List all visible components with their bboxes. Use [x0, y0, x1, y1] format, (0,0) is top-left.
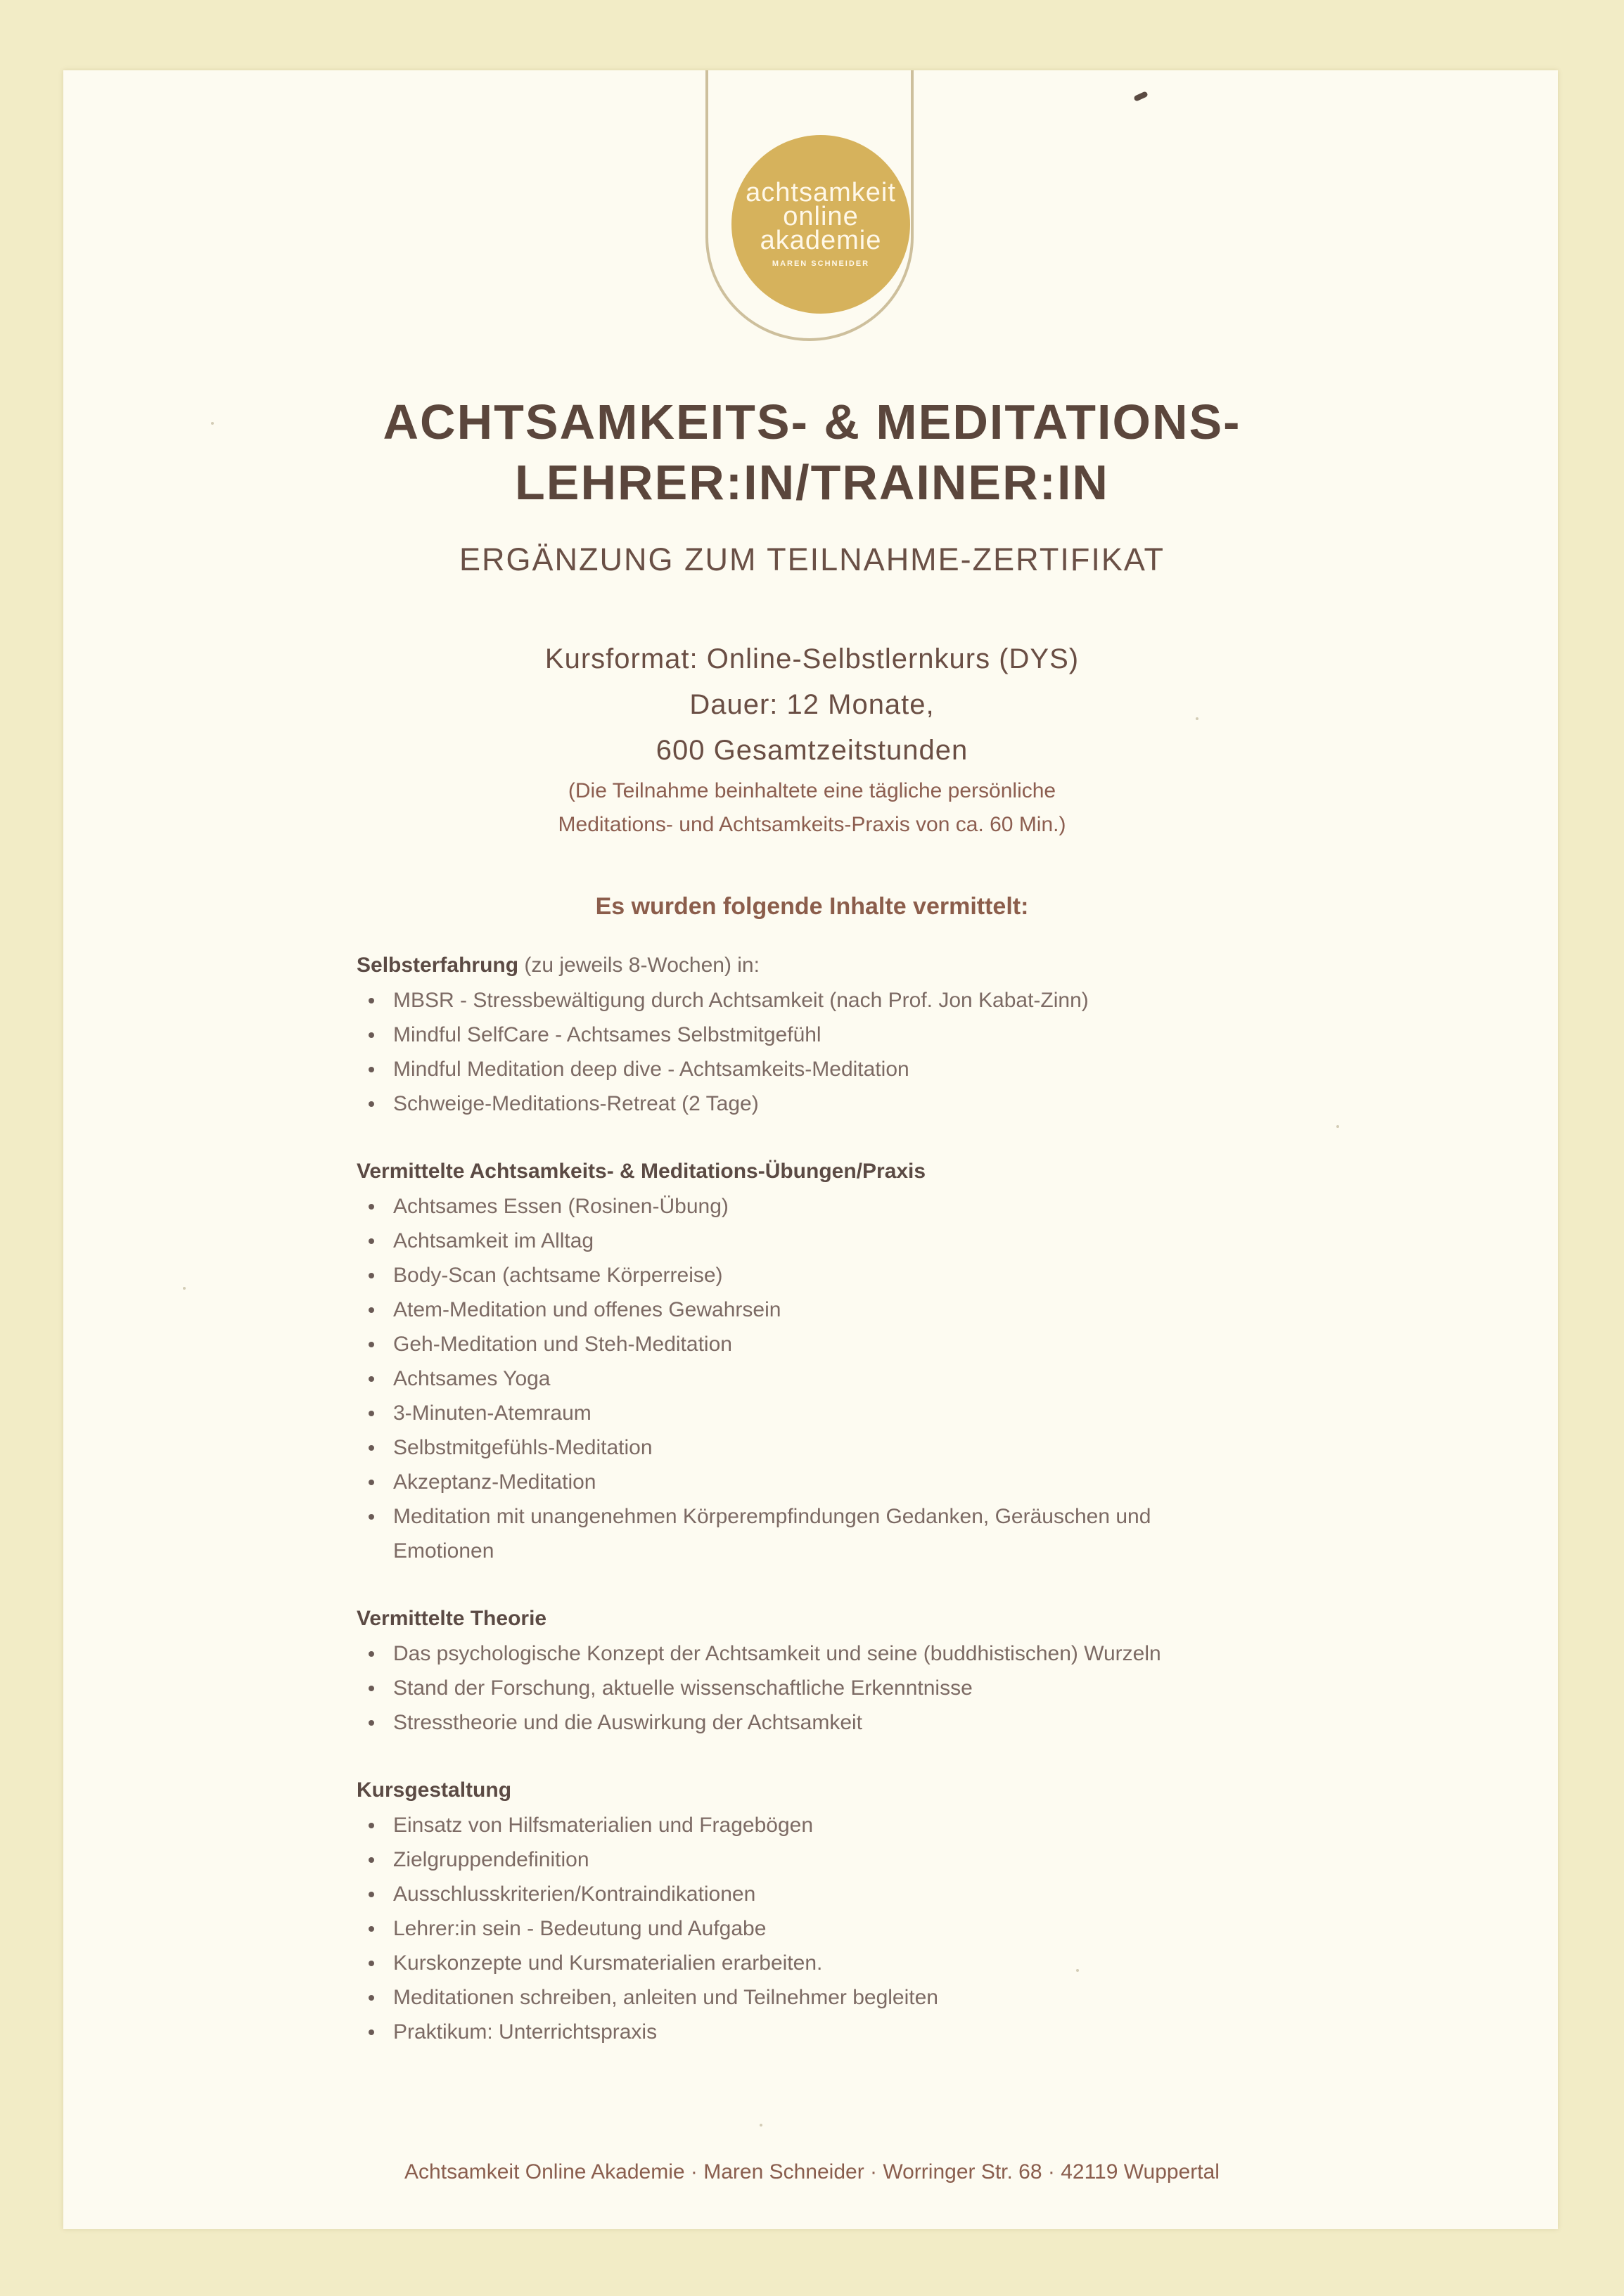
section-kursgestaltung	[357, 1773, 1341, 2049]
bullet-icon	[369, 1307, 374, 1313]
list-item: Geh-Meditation und Steh-Meditation	[357, 1327, 1341, 1361]
paper-speck	[1336, 1125, 1339, 1128]
list-item: Mindful Meditation deep dive - Achtsamkeits-Meditation	[357, 1052, 1341, 1086]
bullet-icon	[369, 1892, 374, 1897]
title-line2: LEHRER:IN/TRAINER:IN	[515, 455, 1109, 510]
bullet-icon	[369, 1032, 374, 1038]
section-heading: Vermittelte Theorie	[357, 1607, 547, 1630]
bullet-icon	[369, 1651, 374, 1657]
section-uebungen	[357, 1154, 1341, 1568]
section-heading: Kursgestaltung	[357, 1778, 512, 1802]
section-heading-suffix: (zu jeweils 8-Wochen) in:	[518, 954, 760, 977]
bullet-icon	[369, 1514, 374, 1520]
list-item: Achtsames Yoga	[357, 1361, 1341, 1396]
list-item: Zielgruppendefinition	[357, 1842, 1341, 1877]
title-line1: ACHTSAMKEITS- & MEDITATIONS-	[383, 395, 1241, 449]
content-intro: Es wurden folgende Inhalte vermittelt:	[595, 893, 1029, 920]
bullet-icon	[369, 1857, 374, 1863]
bullet-icon	[369, 1273, 374, 1278]
list-item: Praktikum: Unterrichtspraxis	[357, 2015, 1341, 2049]
list-item: Meditation mit unangenehmen Körperempfindungen Gedanken, Geräuschen und	[357, 1499, 1341, 1534]
bullet-icon	[369, 1067, 374, 1072]
bullet-icon	[369, 1376, 374, 1382]
bullet-icon	[369, 1238, 374, 1244]
section-selbsterfahrung	[357, 948, 1341, 1121]
list-item: Meditationen schreiben, anleiten und Teilnehmer begleiten	[357, 1980, 1341, 2015]
list-item: Mindful SelfCare - Achtsames Selbstmitgefühl	[357, 1018, 1341, 1052]
bullet-icon	[369, 1995, 374, 2001]
bullet-icon	[369, 1961, 374, 1966]
logo-subline: MAREN SCHNEIDER	[772, 259, 870, 268]
list-item: Akzeptanz-Meditation	[357, 1465, 1341, 1499]
bullet-icon	[369, 1720, 374, 1726]
bullet-icon	[369, 1445, 374, 1451]
bullet-icon	[369, 1411, 374, 1416]
footer-address: Achtsamkeit Online Akademie · Maren Schneider · Worringer Str. 68 · 42119 Wuppertal	[404, 2160, 1220, 2183]
course-note-line1: (Die Teilnahme beinhaltete eine tägliche persönliche	[568, 779, 1056, 802]
section-heading-text: Selbsterfahrung	[357, 954, 519, 977]
list-item-continuation: Emotionen	[393, 1539, 494, 1563]
bullet-icon	[369, 1204, 374, 1210]
list-item: Kurskonzepte und Kursmaterialien erarbeiten.	[357, 1946, 1341, 1980]
list-item: Schweige-Meditations-Retreat (2 Tage)	[357, 1086, 1341, 1121]
section-heading	[357, 948, 1341, 983]
course-duration: Dauer: 12 Monate,	[689, 689, 935, 720]
logo-text-line3: akademie	[760, 226, 882, 255]
course-hours: 600 Gesamtzeitstunden	[656, 735, 968, 766]
section-theorie	[357, 1601, 1341, 1740]
list-item: Achtsames Essen (Rosinen-Übung)	[357, 1189, 1341, 1224]
list-item: Body-Scan (achtsame Körperreise)	[357, 1258, 1341, 1293]
bullet-icon	[369, 1686, 374, 1691]
bullet-icon	[369, 1480, 374, 1485]
page-subtitle: ERGÄNZUNG ZUM TEILNAHME-ZERTIFIKAT	[459, 541, 1165, 577]
bullet-icon	[369, 2029, 374, 2035]
logo-text-line2: online	[783, 202, 859, 231]
course-format: Kursformat: Online-Selbstlernkurs (DYS)	[544, 643, 1080, 674]
list-item: Selbstmitgefühls-Meditation	[357, 1430, 1341, 1465]
bullet-icon	[369, 1342, 374, 1347]
list-item: Stresstheorie und die Auswirkung der Achtsamkeit	[357, 1705, 1341, 1740]
list-item: 3-Minuten-Atemraum	[357, 1396, 1341, 1430]
paper-speck	[183, 1287, 186, 1290]
bullet-icon	[369, 1101, 374, 1107]
bullet-icon	[369, 998, 374, 1003]
list-item: Atem-Meditation und offenes Gewahrsein	[357, 1293, 1341, 1327]
paper-speck	[760, 2124, 762, 2127]
list-item: Stand der Forschung, aktuelle wissenschaftliche Erkenntnisse	[357, 1671, 1341, 1705]
list-item: Das psychologische Konzept der Achtsamkeit und seine (buddhistischen) Wurzeln	[357, 1636, 1341, 1671]
section-heading: Vermittelte Achtsamkeits- & Meditations-Übungen/Praxis	[357, 1160, 926, 1183]
list-item: Ausschlusskriterien/Kontraindikationen	[357, 1877, 1341, 1911]
course-note-line2: Meditations- und Achtsamkeits-Praxis von ca. 60 Min.)	[558, 813, 1066, 836]
list-item: Einsatz von Hilfsmaterialien und Fragebögen	[357, 1808, 1341, 1842]
list-item: MBSR - Stressbewältigung durch Achtsamkeit (nach Prof. Jon Kabat-Zinn)	[357, 983, 1341, 1018]
list-item: Achtsamkeit im Alltag	[357, 1224, 1341, 1258]
logo-text-line1: achtsamkeit	[746, 178, 896, 207]
bullet-icon	[369, 1823, 374, 1828]
academy-logo	[731, 135, 910, 314]
list-item: Lehrer:in sein - Bedeutung und Aufgabe	[357, 1911, 1341, 1946]
bullet-icon	[369, 1926, 374, 1932]
